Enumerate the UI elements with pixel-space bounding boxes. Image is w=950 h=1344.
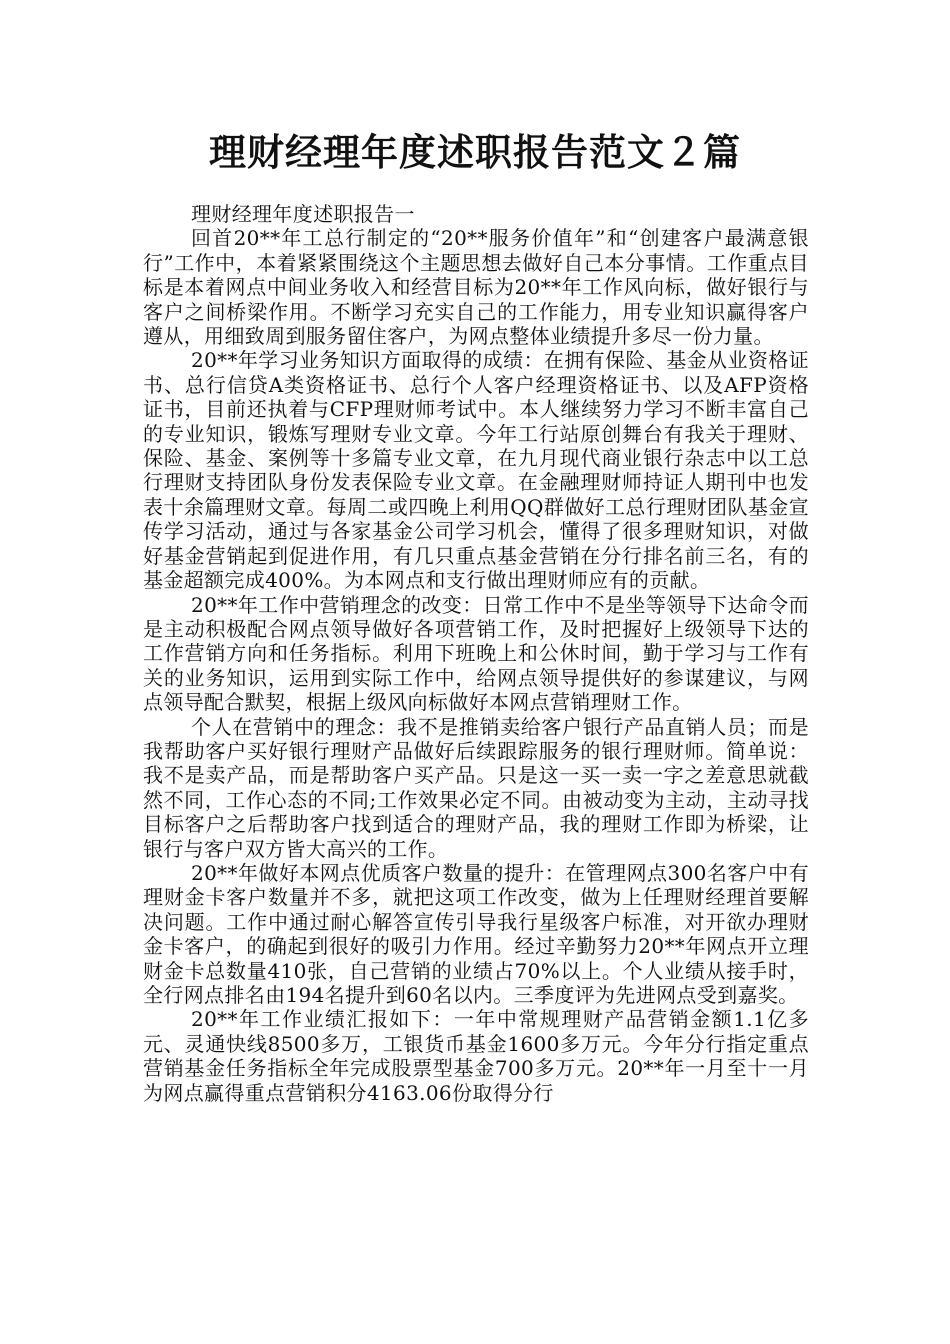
paragraph: 20**年学习业务知识方面取得的成绩：在拥有保险、基金从业资格证书、总行信贷A类资格证书、总行个人客户经理资格证书、以及AFP资格证书，目前还执着与CFP理财师考试中。本人继续努力学习不断丰富自己的专业知识，锻炼写理财专业文章。今年工行站原创舞台有我关于理财、保险、基金、案例等十多篇专业文章，在九月现代商业银行杂志中以工总行理财支持团队身份发表保险专业文章。在金融理财师持证人期刊中也发表十余篇理财文章。每周二或四晚上利用QQ群做好工总行理财团队基金宣传学习活动，通过与各家基金公司学习机会，懂得了很多理财知识，对做好基金营销起到促进作用，有几只重点基金营销在分行排名前三名，有的基金超额完成400%。为本网点和支行做出理财师应有的贡献。 xyxy=(143,348,809,593)
paragraph: 回首20**年工总行制定的“20**服务价值年”和“创建客户最满意银行”工作中，本着紧紧围绕这个主题思想去做好自己本分事情。工作重点目标是本着网点中间业务收入和经营目标为20**年工作风向标，做好银行与客户之间桥梁作用。不断学习充实自己的工作能力，用专业知识赢得客户遵从，用细致周到服务留住客户，为网点整体业绩提升多尽一份力量。 xyxy=(143,226,809,349)
paragraph: 20**年做好本网点优质客户数量的提升：在管理网点300名客户中有理财金卡客户数量并不多，就把这项工作改变，做为上任理财经理首要解决问题。工作中通过耐心解答宣传引导我行星级客户标准，对开欲办理财金卡客户，的确起到很好的吸引力作用。经过辛勤努力20**年网点开立理财金卡总数量410张，自己营销的业绩占70%以上。个人业绩从接手时，全行网点排名由194名提升到60名以内。三季度评为先进网点受到嘉奖。 xyxy=(143,860,809,1007)
paragraph: 个人在营销中的理念：我不是推销卖给客户银行产品直销人员；而是我帮助客户买好银行理财产品做好后续跟踪服务的银行理财师。简单说：我不是卖产品，而是帮助客户买产品。只是这一买一卖一字之差意思就截然不同，工作心态的不同;工作效果必定不同。由被动变为主动，主动寻找目标客户之后帮助客户找到适合的理财产品，我的理财工作即为桥梁，让银行与客户双方皆大高兴的工作。 xyxy=(143,714,809,861)
section-heading: 理财经理年度述职报告一 xyxy=(191,202,415,226)
document-title: 理财经理年度述职报告范文２篇 xyxy=(209,130,741,174)
paragraph: 20**年工作中营销理念的改变：日常工作中不是坐等领导下达命令而是主动积极配合网点领导做好各项营销工作，及时把握好上级领导下达的工作营销方向和任务指标。利用下班晚上和公休时间，勤于学习与工作有关的业务知识，运用到实际工作中，给网点领导提供好的参谋建议，与网点领导配合默契，根据上级风向标做好本网点营销理财工作。 xyxy=(143,592,809,715)
document-body xyxy=(143,202,809,1105)
paragraph: 20**年工作业绩汇报如下：一年中常规理财产品营销金额1.1亿多元、灵通快线8500多万，工银货币基金1600多万元。今年分行指定重点营销基金任务指标全年完成股票型基金700多万元。20**年一月至十一月为网点赢得重点营销积分4163.06份取得分行 xyxy=(143,1007,809,1105)
